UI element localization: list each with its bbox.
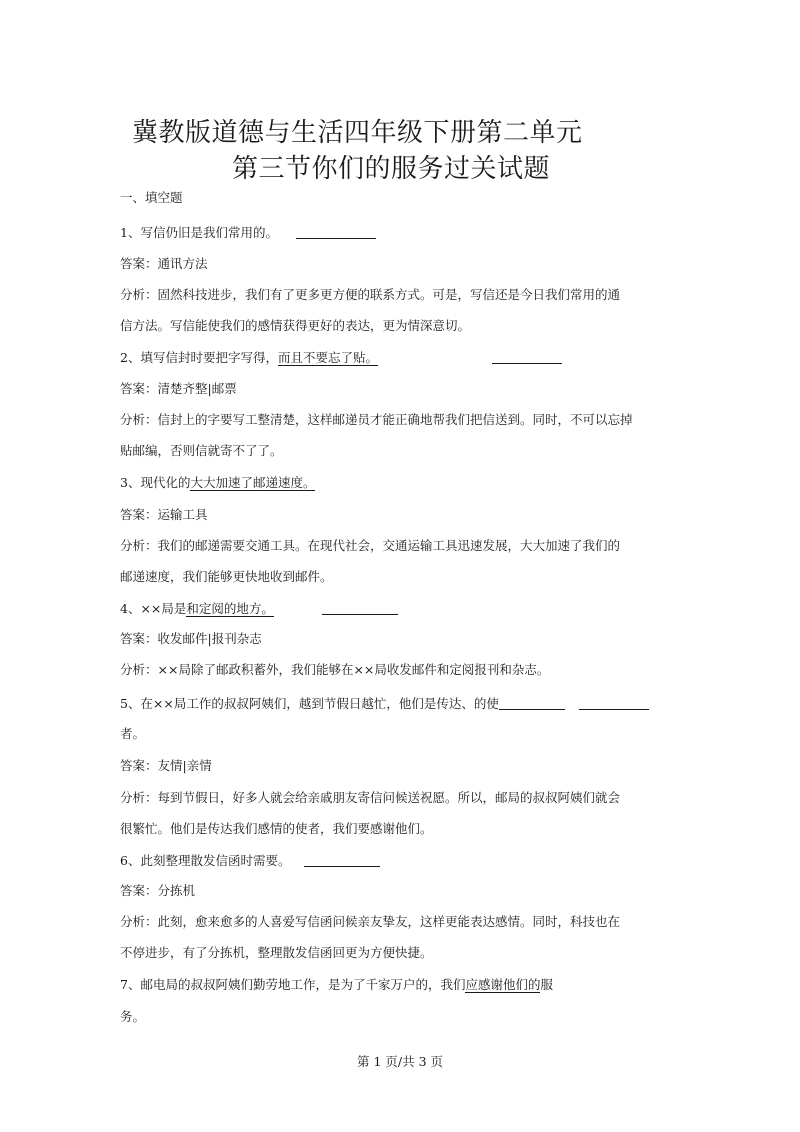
answer-6: 答案：分拣机 bbox=[120, 883, 196, 898]
question-1 bbox=[120, 224, 376, 241]
question-6 bbox=[120, 852, 380, 869]
answer-2: 答案：清楚齐整|邮票 bbox=[120, 381, 237, 396]
page-number: 第 1 页/共 3 页 bbox=[356, 1054, 443, 1069]
question-4 bbox=[120, 600, 398, 617]
question-1-text: 1、写信仍旧是我们常用的。 bbox=[120, 225, 278, 240]
analysis-3-line-1: 分析：我们的邮递需要交通工具。在现代社会，交通运输工具迅速发展，大大加速了我们的 bbox=[120, 538, 621, 553]
question-5-continued: 者。 bbox=[120, 726, 146, 741]
answer-blank bbox=[492, 349, 562, 364]
question-4-text-a: 4、××局是 bbox=[120, 601, 187, 616]
section-heading: 一、填空题 bbox=[120, 190, 183, 205]
answer-blank bbox=[499, 695, 565, 710]
analysis-6-line-1: 分析：此刻，愈来愈多的人喜爱写信函问候亲友挚友，这样更能表达感情。同时，科技也在 bbox=[120, 914, 621, 929]
answer-blank bbox=[296, 224, 376, 239]
analysis-2-line-2: 贴邮编，否则信就寄不了了。 bbox=[120, 443, 283, 458]
answer-blank bbox=[322, 600, 398, 615]
question-2 bbox=[120, 349, 562, 366]
title-line-2: 第三节你们的服务过关试题 bbox=[232, 154, 551, 184]
analysis-1-line-1: 分析：固然科技进步，我们有了更多更方便的联系方式。可是，写信还是今日我们常用的通 bbox=[120, 287, 621, 302]
analysis-6-line-2: 不停进步，有了分拣机，整理散发信函回更为方便快捷。 bbox=[120, 945, 433, 960]
question-7-continued: 务。 bbox=[120, 1009, 146, 1024]
analysis-3-line-2: 邮递速度，我们能够更快地收到邮件。 bbox=[120, 569, 333, 584]
question-2-text-b: 而且不要忘了贴。 bbox=[277, 350, 378, 365]
question-7 bbox=[120, 977, 553, 993]
question-5 bbox=[120, 695, 649, 712]
question-7-text-b: 应感谢他们的 bbox=[465, 977, 541, 992]
analysis-5-line-2: 很繁忙。他们是传达我们感情的使者，我们要感谢他们。 bbox=[120, 821, 433, 836]
question-6-text: 6、此刻整理散发信函时需要。 bbox=[120, 853, 291, 868]
answer-1: 答案：通讯方法 bbox=[120, 256, 208, 271]
question-3-text-a: 3、现代化的 bbox=[120, 475, 191, 490]
title-line-1: 冀教版道德与生活四年级下册第二单元 bbox=[132, 118, 583, 148]
answer-4: 答案：收发邮件|报刊杂志 bbox=[120, 631, 262, 646]
analysis-5-line-1: 分析：每到节假日，好多人就会给亲戚朋友寄信问候送祝愿。所以，邮局的叔叔阿姨们就会 bbox=[120, 790, 621, 805]
question-7-text-c: 服 bbox=[540, 977, 553, 992]
answer-5: 答案：友情|亲情 bbox=[120, 758, 212, 773]
question-7-text-a: 7、邮电局的叔叔阿姨们勤劳地工作，是为了千家万户的，我们 bbox=[120, 977, 466, 992]
answer-blank bbox=[304, 852, 380, 867]
analysis-2-line-1: 分析：信封上的字要写工整清楚，这样邮递员才能正确地帮我们把信送到。同时，不可以忘掉 bbox=[120, 412, 633, 427]
answer-3: 答案：运输工具 bbox=[120, 507, 208, 522]
question-3 bbox=[120, 475, 315, 491]
question-4-text-b: 和定阅的地方。 bbox=[186, 601, 274, 616]
answer-blank bbox=[579, 695, 649, 710]
question-5-text: 5、在××局工作的叔叔阿姨们，越到节假日越忙，他们是传达、的使 bbox=[120, 696, 499, 711]
analysis-4-line-1: 分析：××局除了邮政积蓄外，我们能够在××局收发邮件和定阅报刊和杂志。 bbox=[120, 662, 550, 677]
analysis-1-line-2: 信方法。写信能使我们的感情获得更好的表达，更为情深意切。 bbox=[120, 318, 471, 333]
question-2-text-a: 2、填写信封时要把字写得， bbox=[120, 350, 278, 365]
question-3-text-b: 大大加速了邮递速度。 bbox=[190, 475, 316, 490]
